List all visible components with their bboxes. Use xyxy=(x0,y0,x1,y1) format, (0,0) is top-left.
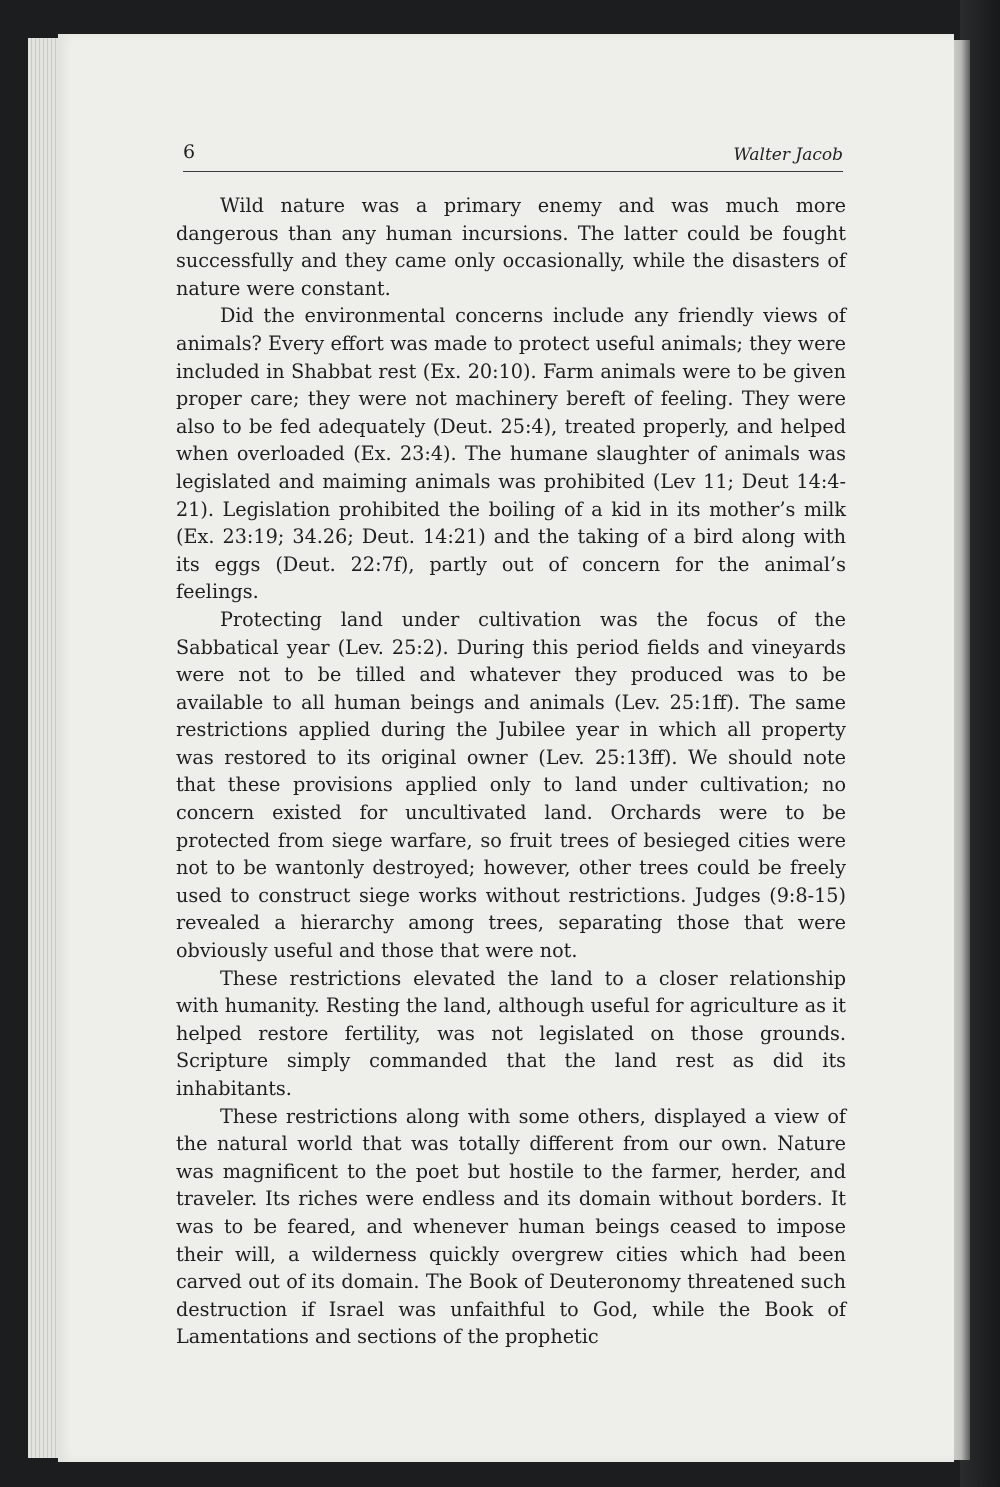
paragraph-4: These restrictions elevated the land to a closer relationship with humanity. Resting the land, although useful for agriculture as it helped restore fertility, was not legislated on those grounds. Scripture simply commanded that the land rest as did its inhabitants. xyxy=(176,966,846,1100)
running-head-author: Walter Jacob xyxy=(733,145,843,165)
paragraph-5: These restrictions along with some others, displayed a view of the natural world that was totally different from our own. Nature was magnificent to the poet but hostile to the farmer, herder, and traveler. Its riches were endless and its domain without borders. It was to be feared, and whenever human beings ceased to impose their will, a wilderness quickly overgrew cities which had been carved out of its domain. The Book of Deuteronomy threatened such destruction if Israel was unfaithful to God, while the Book of Lamentations and sections of the prophetic xyxy=(176,1104,846,1349)
paragraph-2: Did the environmental concerns include any friendly views of animals? Every effort was made to protect useful animals; they were included in Shabbat rest (Ex. 20:10). Farm animals were to be given proper care; they were not machinery bereft of feeling. They were also to be fed adequately (Deut. 25:4), treated properly, and helped when overloaded (Ex. 23:4). The humane slaughter of animals was legislated and maiming animals was prohibited (Lev 11; Deut 14:4-21). Legislation prohibited the boiling of a kid in its mother’s milk (Ex. 23:19; 34.26; Deut. 14:21) and the taking of a bird along with its eggs (Deut. 22:7f), partly out of concern for the animal’s feelings. xyxy=(176,304,846,604)
book-page xyxy=(58,34,954,1462)
page-number: 6 xyxy=(183,141,196,163)
body-text xyxy=(176,192,846,1351)
paragraph-3: Protecting land under cultivation was the focus of the Sabbatical year (Lev. 25:2). During this period fields and vineyards were not to be tilled and whatever they produced was to be available to all human beings and animals (Lev. 25:1ff). The same restrictions applied during the Jubilee year in which all property was restored to its original owner (Lev. 25:13ff). We should note that these provisions applied only to land under cultivation; no concern existed for uncultivated land. Orchards were to be protected from siege warfare, so fruit trees of besieged cities were not to be wantonly destroyed; however, other trees could be freely used to construct siege works without restrictions. Judges (9:8-15) revealed a hierarchy among trees, separating those that were obviously useful and those that were not. xyxy=(176,607,846,963)
running-head xyxy=(183,139,843,172)
paragraph-1: Wild nature was a primary enemy and was much more dangerous than any human incursions. The latter could be fought successfully and they came only occasionally, while the disasters of nature were constant. xyxy=(176,194,846,300)
